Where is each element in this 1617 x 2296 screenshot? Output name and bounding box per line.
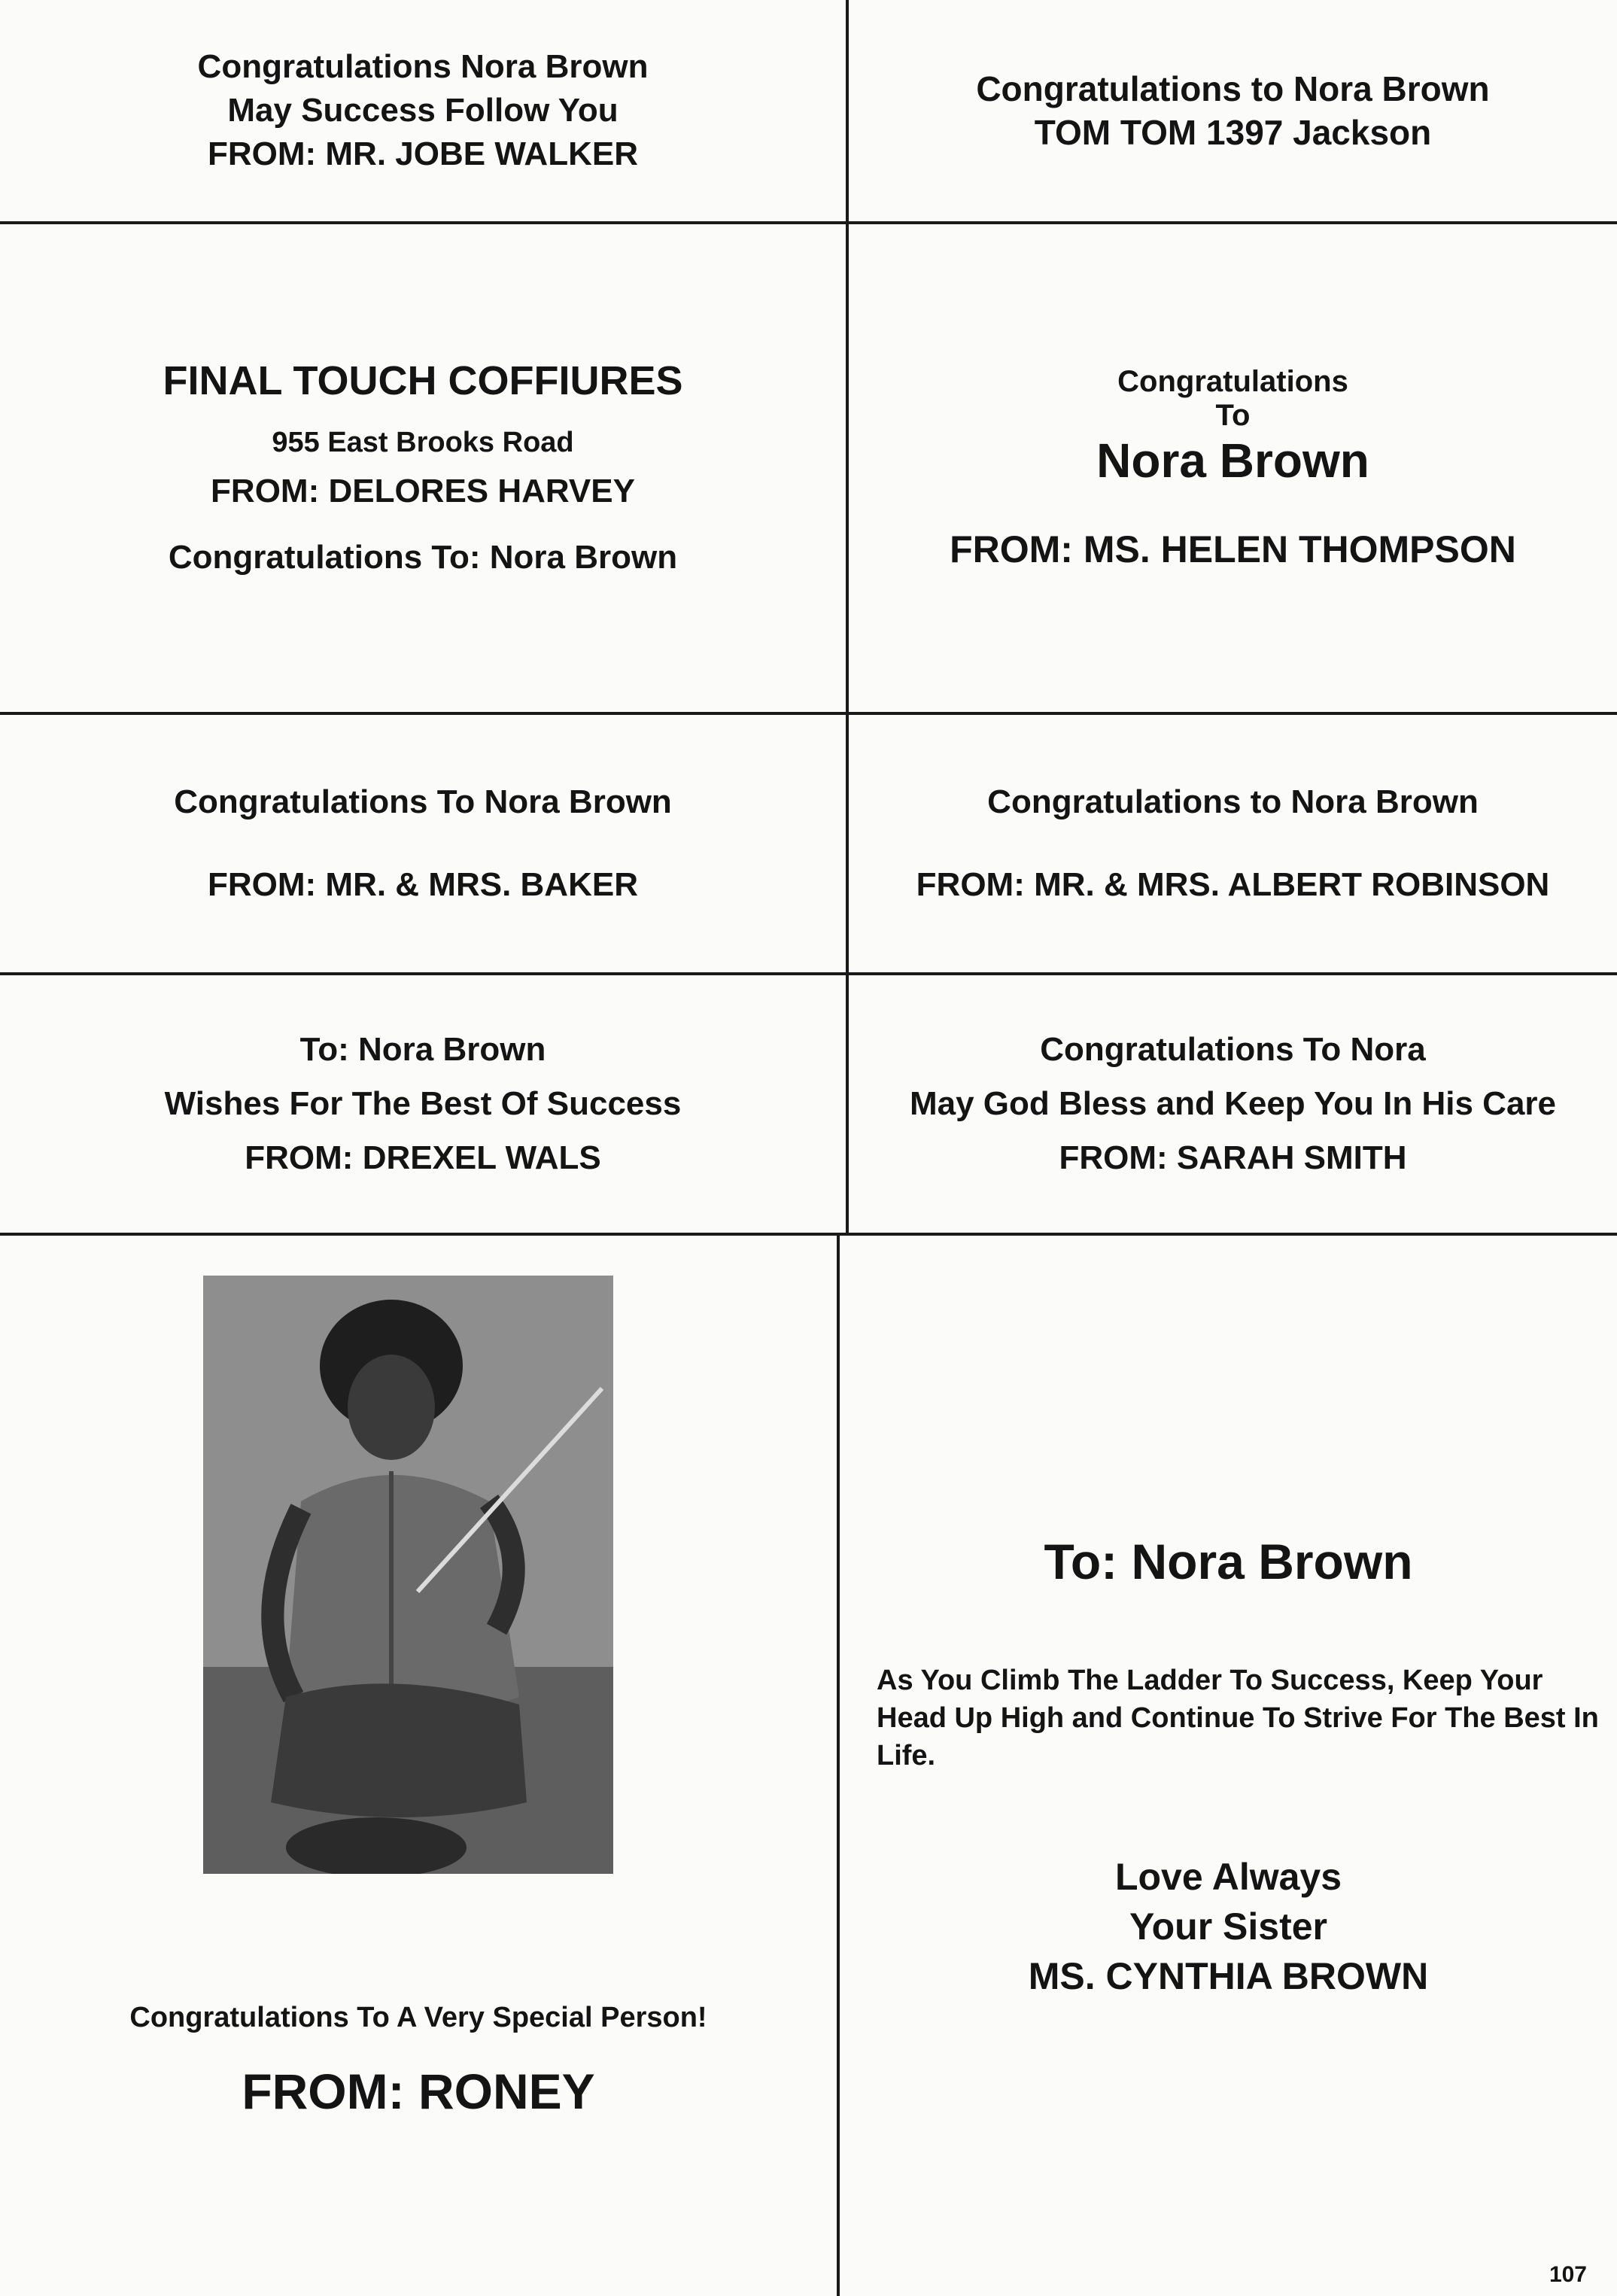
- page-number: 107: [1549, 2262, 1587, 2287]
- ad-message: Congratulations To: Nora Brown: [168, 538, 678, 576]
- business-name: FINAL TOUCH COFFIURES: [163, 357, 683, 403]
- ad-from: FROM: DREXEL WALS: [245, 1139, 601, 1176]
- ad-line: Wishes For The Best Of Success: [164, 1085, 682, 1122]
- ad-from: FROM: RONEY: [242, 2063, 595, 2119]
- ad-roney: [0, 2002, 837, 2152]
- ad-albert-robinson: [849, 715, 1617, 972]
- row-divider-4: [0, 1233, 1617, 1236]
- ad-from: FROM: MR. & MRS. BAKER: [208, 866, 638, 903]
- ad-line: May God Bless and Keep You In His Care: [909, 1085, 1557, 1122]
- ad-line: Congratulations: [1117, 365, 1348, 398]
- ad-line: Congratulations to Nora Brown: [976, 69, 1490, 108]
- ad-baker: [0, 715, 846, 972]
- ad-line: Congratulations to Nora Brown: [987, 783, 1479, 820]
- ad-to: To: Nora Brown: [1044, 1534, 1413, 1589]
- closing-line: MS. CYNTHIA BROWN: [1028, 1955, 1429, 1997]
- ad-line: Congratulations To Nora: [1040, 1031, 1426, 1068]
- ad-from: FROM: DELORES HARVEY: [211, 472, 635, 509]
- ad-helen-thompson: [849, 224, 1617, 712]
- ad-line: TOM TOM 1397 Jackson: [1034, 113, 1432, 152]
- ad-line: To: [1215, 399, 1251, 432]
- ad-from: FROM: SARAH SMITH: [1059, 1139, 1407, 1176]
- portrait-illustration: [203, 1276, 613, 1874]
- ad-line: Congratulations Nora Brown: [197, 48, 649, 85]
- business-address: 955 East Brooks Road: [272, 426, 574, 458]
- ad-closing: [840, 1847, 1617, 2006]
- ad-jobe-walker: [0, 0, 846, 221]
- ad-from: FROM: MR. & MRS. ALBERT ROBINSON: [916, 866, 1550, 903]
- ad-tom-tom: [849, 0, 1617, 221]
- closing-line: Your Sister: [1129, 1905, 1328, 1948]
- ad-paragraph: As You Climb The Ladder To Success, Keep Your Head Up High and Continue To Strive For The Best In Life.: [877, 1665, 1599, 1771]
- ad-to-heading: [840, 1528, 1617, 1595]
- ad-drexel-wals: [0, 975, 846, 1233]
- ad-line: May Success Follow You: [227, 92, 619, 129]
- ad-line: Congratulations To Nora Brown: [174, 783, 672, 820]
- ad-final-touch-coffiures: [0, 224, 846, 712]
- ad-from: FROM: MS. HELEN THOMPSON: [950, 528, 1516, 570]
- ad-line: FROM: MR. JOBE WALKER: [208, 135, 638, 172]
- closing-line: Love Always: [1114, 1856, 1342, 1898]
- ad-line: To: Nora Brown: [299, 1031, 546, 1068]
- ad-message: Congratulations To A Very Special Person!: [129, 2002, 707, 2033]
- center-divider-bottom: [837, 1234, 840, 2296]
- portrait-photo: [203, 1276, 613, 1874]
- ad-sarah-smith: [849, 975, 1617, 1233]
- honoree-name: Nora Brown: [1096, 433, 1369, 488]
